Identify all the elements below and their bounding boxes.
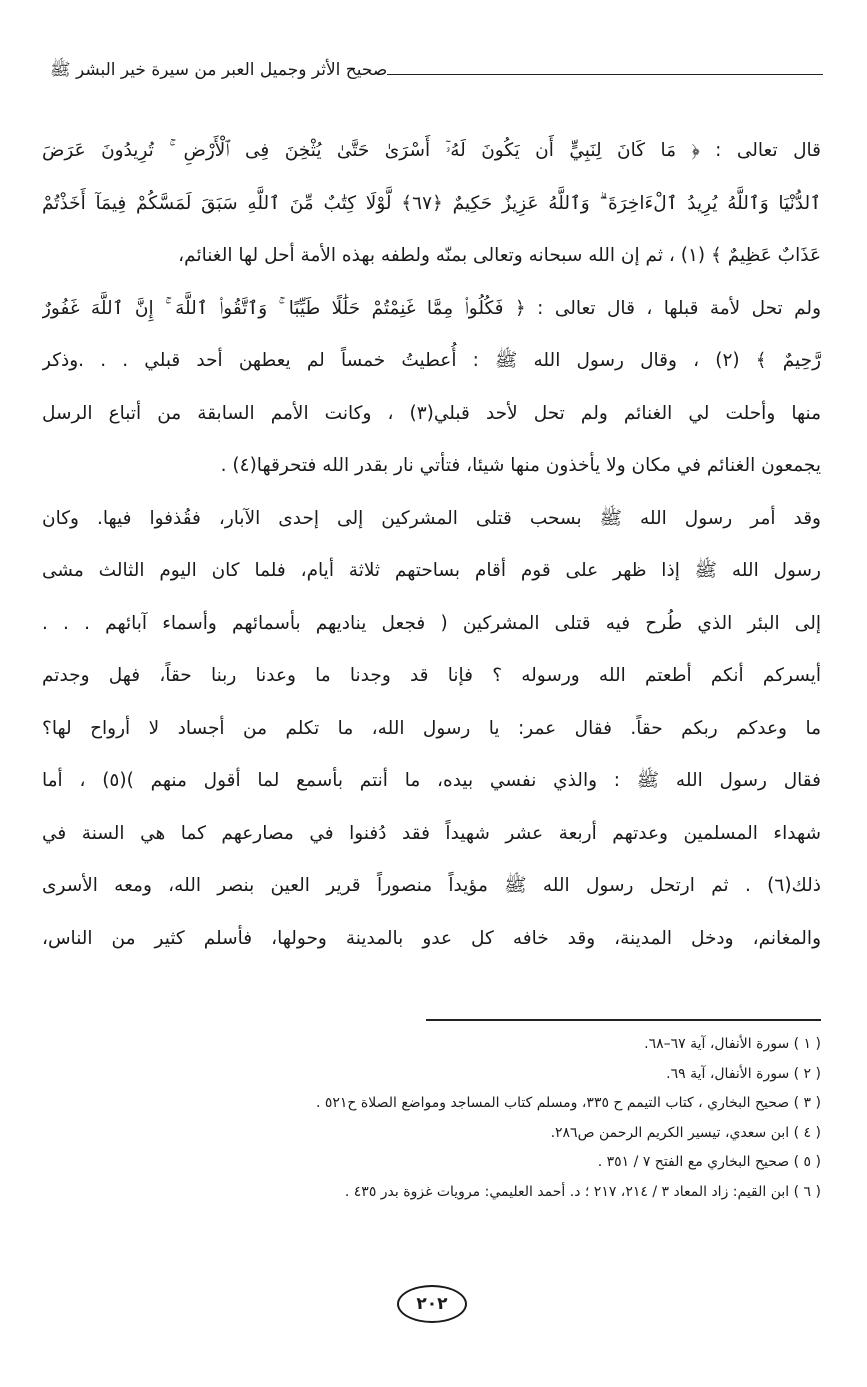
text-line: يجمعون الغنائم في مكان ولا يأخذون منها شيئا، فتأتي نار بقدر الله فتحرقها(٤) .	[220, 455, 821, 476]
text-line: إلى البئر الذي طُرح فيه قتلى المشركين ( فجعل يناديهم بأسمائهم وأسماء آبائهم . . .	[42, 612, 821, 634]
page-number: ٢٠٢	[397, 1285, 467, 1323]
text-line: ٱلدُّنْيَا وَٱللَّهُ يُرِيدُ ٱلْءَاخِرَةَ ۗ وَٱللَّهُ عَزِيزٌ حَكِيمٌ ﴿٦٧﴾ لَّوْلَا كِتَٰبٌ مِّنَ ٱللَّهِ سَبَقَ لَمَسَّكُمْ فِيمَآ أَخَذْتُمْ	[42, 192, 821, 214]
footnote: ( ٢ ) سورة الأنفال، آية ٦٩.	[666, 1065, 821, 1082]
footnote: ( ٥ ) صحيح البخاري مع الفتح ٧ / ٣٥١ .	[597, 1154, 821, 1170]
text-line: منها وأحلت لي الغنائم ولم تحل لأحد قبلي(٣) ، وكانت الأمم السابقة من أتباع الرسل	[42, 402, 821, 424]
footnotes	[42, 1030, 821, 1207]
text-line: شهداء المسلمين وعدتهم أربعة عشر شهيداً فقد دُفنوا في مصارعهم كما هي السنة في	[42, 822, 821, 844]
text-line: وقد أمر رسول الله ﷺ بسحب قتلى المشركين إلى إحدى الآبار، فقُذفوا فيها. وكان	[42, 507, 821, 529]
header-rule	[387, 74, 823, 75]
footnote: ( ٤ ) ابن سعدي، تيسير الكريم الرحمن ص٢٨٦.	[550, 1124, 821, 1141]
running-header	[42, 56, 823, 86]
text-line: أيسركم أنكم أطعتم الله ورسوله ؟ فإنا قد وجدنا ما وعدنا ربنا حقاً، فهل وجدتم	[42, 665, 821, 686]
text-line: فقال رسول الله ﷺ : والذي نفسي بيده، ما أنتم بأسمع لما أقول منهم )(٥) ، أما	[42, 770, 821, 791]
running-header-title: صحيح الأثر وجميل العبر من سيرة خير البشر ﷺ	[50, 59, 388, 80]
text-line: رسول الله ﷺ إذا ظهر على قوم أقام بساحتهم ثلاثة أيام، فلما كان اليوم الثالث مشى	[42, 560, 821, 581]
footnote: ( ٣ ) صحيح البخاري ، كتاب التيمم ح ٣٣٥، ومسلم كتاب المساجد ومواضع الصلاة ح٥٢١ .	[315, 1095, 821, 1111]
text-line: ذلك(٦) . ثم ارتحل رسول الله ﷺ مؤيداً منصوراً قرير العين بنصر الله، ومعه الأسرى	[42, 875, 821, 896]
text-line: ما وعدكم ربكم حقاً. فقال عمر: يا رسول الله، ما تكلم من أجساد لا أرواح لها؟	[42, 717, 821, 739]
text-line: عَذَابٌ عَظِيمٌ ﴾ (١) ، ثم إن الله سبحانه وتعالى بمنّه ولطفه بهذه الأمة أحل لها الغنائم،	[178, 245, 821, 266]
main-text	[42, 125, 821, 965]
text-line: ولم تحل لأمة قبلها ، قال تعالى : ﴿ فَكُلُوا۟ مِمَّا غَنِمْتُمْ حَلَٰلًا طَيِّبًا ۚ وَٱتَّقُوا۟ ٱللَّهَ ۚ إِنَّ ٱللَّهَ غَفُورٌ	[42, 297, 821, 319]
text-line: رَّحِيمٌ ﴾ (٢) ، وقال رسول الله ﷺ : أُعطيتُ خمساً لم يعطهن أحد قبلي . . .وذكر	[42, 350, 821, 371]
footnote: ( ١ ) سورة الأنفال، آية ٦٧–٦٨.	[644, 1036, 821, 1052]
text-line: قال تعالى : ﴿ مَا كَانَ لِنَبِيٍّ أَن يَكُونَ لَهُۥٓ أَسْرَىٰ حَتَّىٰ يُثْخِنَ فِى ٱلْأَرْضِ ۚ تُرِيدُونَ عَرَضَ	[42, 140, 821, 161]
footnote-separator	[426, 1019, 821, 1021]
text-line: والمغانم، ودخل المدينة، وقد خافه كل عدو بالمدينة وحولها، فأسلم كثير من الناس،	[42, 927, 821, 949]
footnote: ( ٦ ) ابن القيم: زاد المعاد ٣ / ٢١٤، ٢١٧ ؛ د. أحمد العليمي: مرويات غزوة بدر ٤٣٥ .	[344, 1183, 821, 1200]
